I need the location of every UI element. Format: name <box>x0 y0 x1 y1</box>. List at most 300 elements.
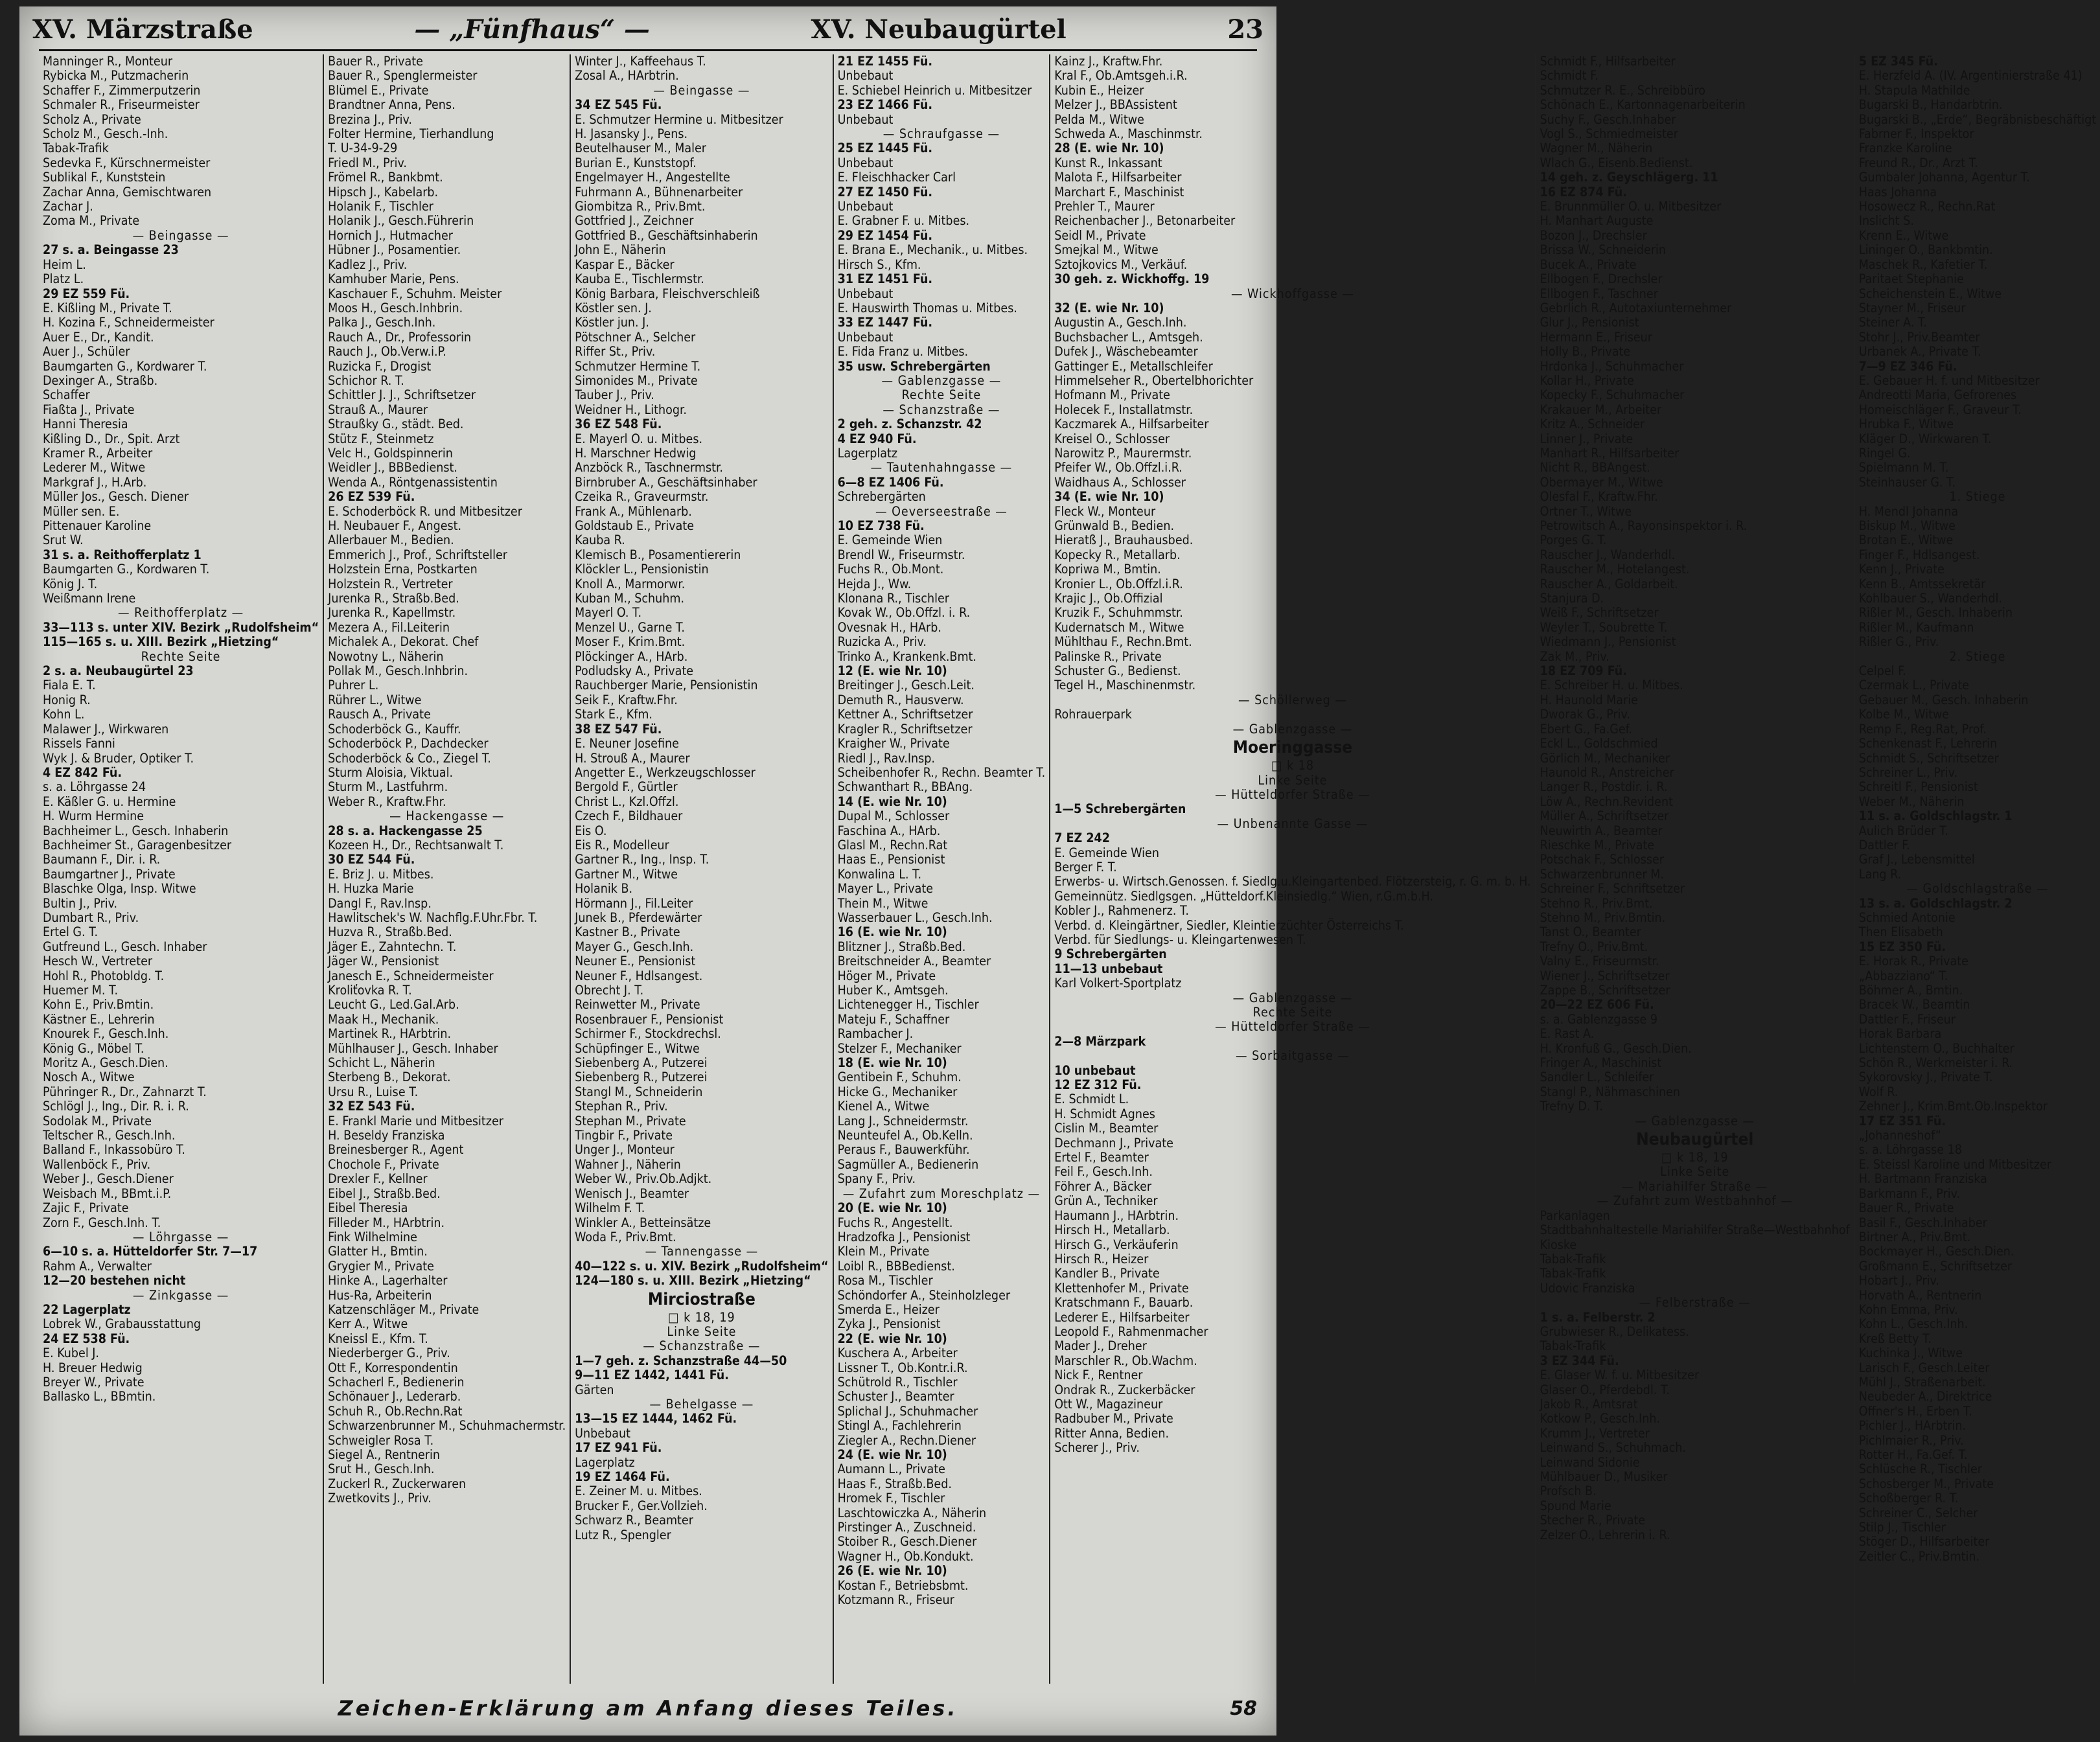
directory-entry: Spund Marie <box>1540 1498 1611 1513</box>
directory-entry: 12 EZ 312 Fü. <box>1054 1077 1142 1093</box>
directory-entry: — Zinkgasse — <box>132 1287 229 1303</box>
directory-entry: Schreitl F., Pensionist <box>1858 779 1978 795</box>
directory-entry: Bauer R., Spenglermeister <box>328 68 478 84</box>
directory-entry: Köstler sen. J. <box>575 300 652 315</box>
directory-entry: Konwalina L. T. <box>837 866 922 882</box>
directory-entry: Neubaugürtel <box>1636 1130 1754 1150</box>
directory-entry: Scheibenhofer R., Rechn. Beamter T. <box>837 764 1046 780</box>
directory-entry: Nosch A., Witwe <box>43 1070 135 1085</box>
directory-entry: Mayerl O. T. <box>575 605 642 621</box>
directory-entry: Weiß F., Schriftsetzer <box>1540 605 1659 621</box>
directory-entry: Schönauer J., Lederarb. <box>328 1389 461 1404</box>
directory-entry: Schüpfinger E., Witwe <box>575 1040 700 1056</box>
directory-entry: Schacherl F., Bedienerin <box>328 1374 465 1390</box>
directory-entry: Bockmayer H., Gesch.Dien. <box>1858 1244 2014 1259</box>
directory-entry: 35 usw. Schrebergärten <box>837 358 991 374</box>
page-number: 23 <box>1227 14 1263 45</box>
directory-entry: E. Kißling M., Private T. <box>43 300 172 315</box>
directory-entry: Manhart R., Hilfsarbeiter <box>1540 445 1679 461</box>
directory-entry: Pichlmaier R., Priv. <box>1858 1432 1964 1448</box>
directory-entry: Hofmann M., Private <box>1054 387 1170 403</box>
directory-entry: Rechte Seite <box>901 387 982 403</box>
directory-entry: Spielmann M. T. <box>1858 460 1949 476</box>
directory-entry: Kral F., Ob.Amtsgeh.i.R. <box>1054 68 1188 84</box>
directory-entry: Haas E., Pensionist <box>837 852 945 867</box>
directory-entry: Stehno M., Priv.Bmtin. <box>1540 910 1666 925</box>
directory-entry: E. Frankl Marie und Mitbesitzer <box>328 1113 503 1129</box>
directory-entry: Dworak G., Priv. <box>1540 707 1630 722</box>
header-left: XV. Märzstraße <box>32 14 253 45</box>
directory-entry: Stangl P., Nähmaschinen <box>1540 1084 1681 1099</box>
directory-entry: Huemer M. T. <box>43 983 119 998</box>
directory-entry: Biskup M., Witwe <box>1858 518 1956 533</box>
directory-entry: Bauer R., Private <box>1858 1200 1954 1216</box>
directory-entry: Holzstein R., Vertreter <box>328 576 453 591</box>
directory-entry: Blümel E., Private <box>328 82 429 98</box>
directory-entry: 4 EZ 842 Fü. <box>43 764 122 780</box>
directory-entry: — Tautenhahngasse — <box>870 460 1013 476</box>
directory-entry: Schweigler Rosa T. <box>328 1432 434 1448</box>
directory-entry: Mayer L., Private <box>837 881 934 897</box>
directory-entry: 4 EZ 940 Fü. <box>837 431 917 446</box>
directory-entry: Emmerich J., Prof., Schriftsteller <box>328 547 507 562</box>
directory-entry: Franzke Karoline <box>1858 141 1952 156</box>
directory-entry: Manninger R., Monteur <box>43 54 173 69</box>
directory-entry: Kandler B., Private <box>1054 1266 1160 1281</box>
directory-columns <box>39 54 2097 1684</box>
directory-entry: Olesfal F., Kraftw.Fhr. <box>1540 489 1658 505</box>
directory-entry: Allerbauer M., Bedien. <box>328 533 454 548</box>
directory-entry: Schuh R., Ob.Rechn.Rat <box>328 1403 463 1419</box>
directory-entry: Zeitler C., Priv.Bmtin. <box>1858 1548 1980 1564</box>
directory-entry: E. Horak R., Private <box>1858 954 1968 969</box>
directory-entry: John E., Näherin <box>575 242 666 258</box>
directory-entry: Holanik B. <box>575 881 633 897</box>
directory-entry: Kramer R., Arbeiter <box>43 445 153 461</box>
directory-entry: Kaschauer F., Schuhm. Meister <box>328 286 502 301</box>
directory-entry: Unbebaut <box>837 329 894 345</box>
directory-entry: Zoma M., Private <box>43 213 140 229</box>
directory-entry: E. Schmutzer Hermine u. Mitbesitzer <box>575 111 783 127</box>
directory-entry: Klein M., Private <box>837 1244 930 1259</box>
directory-entry: Simonides M., Private <box>575 372 698 388</box>
directory-entry: 24 EZ 538 Fü. <box>43 1331 130 1346</box>
directory-entry: Weber M., Näherin <box>1858 794 1965 809</box>
directory-entry: Glatter H., Bmtin. <box>328 1244 428 1259</box>
directory-entry: Löw A., Rechn.Revident <box>1540 794 1673 809</box>
directory-entry: E. Gemeinde Wien <box>837 533 943 548</box>
directory-entry: Dattler F. <box>1858 837 1910 853</box>
directory-entry: Linke Seite <box>1660 1164 1730 1180</box>
directory-entry: 1—5 Schrebergärten <box>1054 801 1186 817</box>
directory-entry: 5 EZ 345 Fü. <box>1858 54 1938 69</box>
directory-entry: Brissa W., Schneiderin <box>1540 242 1667 258</box>
directory-entry: Leinwand S., Schuhmach. <box>1540 1440 1686 1456</box>
directory-entry: Wilhelm F. T. <box>575 1200 645 1216</box>
directory-entry: E. Grabner F. u. Mitbes. <box>837 213 970 229</box>
directory-entry: Seidl M., Private <box>1054 227 1146 243</box>
directory-entry: Kuchinka J., Witwe <box>1858 1346 1963 1361</box>
directory-entry: Schütrold R., Tischler <box>837 1374 958 1390</box>
directory-entry: 25 EZ 1445 Fü. <box>837 141 932 156</box>
directory-entry: Kästner E., Lehrerin <box>43 1011 155 1027</box>
directory-entry: Hermann E., Friseur <box>1540 329 1652 345</box>
directory-entry: 23 EZ 1466 Fü. <box>837 97 932 113</box>
directory-entry: Moritz A., Gesch.Dien. <box>43 1055 168 1071</box>
directory-entry: Weyler T., Soubrette T. <box>1540 619 1668 635</box>
directory-entry: Lininger O., Bankbmtin. <box>1858 242 1993 258</box>
directory-entry: □ k 18, 19 <box>1661 1150 1729 1165</box>
directory-entry: Kamhuber Marie, Pens. <box>328 271 459 287</box>
directory-entry: Stanjura D. <box>1540 591 1604 606</box>
directory-entry: 2 s. a. Neubaugürtel 23 <box>43 663 194 679</box>
directory-entry: 18 (E. wie Nr. 10) <box>837 1055 947 1071</box>
directory-entry: Finger F., Hdlsangest. <box>1858 547 1980 562</box>
directory-entry: 15 EZ 350 Fü. <box>1858 939 1946 954</box>
directory-entry: Mayer G., Gesch.Inh. <box>575 939 694 954</box>
directory-entry: Kadlez J., Priv. <box>328 257 408 272</box>
directory-entry: Heim L. <box>43 257 86 272</box>
directory-entry: Verbd. d. Kleingärtner, Siedler, Kleintierzüchter Österreichs T. <box>1054 917 1404 933</box>
directory-entry: Scheichenstein E., Witwe <box>1858 286 2002 301</box>
directory-entry: H. Kozina F., Schneidermeister <box>43 315 214 330</box>
directory-entry: 20 (E. wie Nr. 10) <box>837 1200 947 1216</box>
directory-entry: Srut W. <box>43 533 84 548</box>
directory-entry: 20—22 EZ 606 Fü. <box>1540 997 1654 1013</box>
directory-entry: Maak H., Mechanik. <box>328 1011 439 1027</box>
directory-entry: Schichor R. T. <box>328 372 404 388</box>
directory-entry: Czech F., Bildhauer <box>575 808 683 824</box>
directory-entry: Böhmer A., Bmtin. <box>1858 983 1963 998</box>
directory-entry: Obrecht J. T. <box>575 983 644 998</box>
directory-entry: Holly B., Private <box>1540 344 1631 360</box>
header-rule <box>39 49 1257 51</box>
directory-entry: Haunold R., Anstreicher <box>1540 764 1674 780</box>
directory-entry: 33 EZ 1447 Fü. <box>837 315 932 330</box>
directory-entry: 9—11 EZ 1442, 1441 Fü. <box>575 1368 729 1383</box>
directory-entry: Auer J., Schüler <box>43 344 130 360</box>
directory-entry: Bauer R., Private <box>328 54 423 69</box>
directory-entry: Sagmüller A., Bedienerin <box>837 1156 979 1172</box>
directory-entry: Michalek A., Dekorat. Chef <box>328 634 479 650</box>
directory-entry: Inslicht S. <box>1858 213 1914 229</box>
directory-entry: Brucker F., Ger.Vollzieh. <box>575 1498 708 1513</box>
directory-entry: — Beingasse — <box>653 82 750 98</box>
directory-entry: 28 (E. wie Nr. 10) <box>1054 141 1164 156</box>
directory-entry: Langer R., Postdir. i. R. <box>1540 779 1668 795</box>
directory-entry: Stingl A., Fachlehrerin <box>837 1418 962 1434</box>
directory-entry: Linke Seite <box>667 1324 737 1339</box>
directory-entry: H. Huzka Marie <box>328 881 414 897</box>
directory-entry: Siegel A., Rentnerin <box>328 1447 440 1462</box>
directory-entry: Nicht R., BBAngest. <box>1540 460 1650 476</box>
directory-entry: Trefny O., Priv.Bmt. <box>1540 939 1648 954</box>
directory-entry: Wallenböck F., Priv. <box>43 1156 151 1172</box>
directory-entry: Sodolak M., Private <box>43 1113 152 1129</box>
directory-entry: H. Stapula Mathilde <box>1858 82 1970 98</box>
directory-entry: 11—13 unbebaut <box>1054 961 1163 976</box>
directory-entry: Laschtowiczka A., Näherin <box>837 1505 987 1520</box>
directory-entry: H. Neubauer F., Angest. <box>328 518 462 533</box>
directory-entry: Wolf R. <box>1858 1084 1898 1099</box>
directory-entry: Schmied Antonie <box>1858 910 1956 925</box>
directory-entry: 9 Schrebergärten <box>1054 946 1167 962</box>
directory-entry: Pfeifer W., Ob.Offzl.i.R. <box>1054 460 1183 476</box>
directory-entry: 16 (E. wie Nr. 10) <box>837 924 947 940</box>
directory-entry: Unbebaut <box>837 68 894 84</box>
directory-entry: Christ L., Kzl.Offzl. <box>575 794 679 809</box>
directory-entry: Cislin M., Beamter <box>1054 1121 1159 1136</box>
directory-entry: Maschek R., Kafetier T. <box>1858 257 1988 272</box>
directory-entry: Balland F., Inkassobüro T. <box>43 1142 185 1158</box>
directory-entry: Ellbogen F., Drechsler <box>1540 271 1663 287</box>
directory-entry: Menzel U., Garne T. <box>575 619 685 635</box>
directory-entry: 32 EZ 543 Fü. <box>328 1099 415 1114</box>
directory-entry: Hirsch S., Kfm. <box>837 257 921 272</box>
directory-entry: — Oeverseestraße — <box>875 503 1008 519</box>
directory-entry: 2. Stiege <box>1949 648 2006 664</box>
directory-entry: Ringel G. <box>1858 445 1911 461</box>
directory-entry: 6—10 s. a. Hütteldorfer Str. 7—17 <box>43 1244 258 1259</box>
directory-entry: H. Kronfuß G., Gesch.Dien. <box>1540 1040 1692 1056</box>
directory-entry: s. a. Löhrgasse 24 <box>43 779 146 795</box>
directory-entry: Sedevka F., Kürschnermeister <box>43 155 211 170</box>
directory-entry: Unbebaut <box>837 111 894 127</box>
directory-entry: Hrubka F., Witwe <box>1858 417 1954 432</box>
directory-entry: — Behelgasse — <box>649 1396 754 1412</box>
directory-entry: Schwarzenbrunner M., Schuhmachermstr. <box>328 1418 566 1434</box>
directory-entry: Stephan R., Priv. <box>575 1099 668 1114</box>
directory-entry: Ebert G., Fa.Gef. <box>1540 721 1632 737</box>
directory-entry: Kudernatsch M., Witwe <box>1054 619 1184 635</box>
directory-entry: Honig R. <box>43 692 91 707</box>
directory-entry: Rechte Seite <box>1252 1005 1333 1020</box>
directory-entry: 29 EZ 559 Fü. <box>43 286 130 301</box>
directory-entry: Stütz F., Steinmetz <box>328 431 434 446</box>
directory-entry: Katzenschläger M., Private <box>328 1301 479 1317</box>
directory-entry: Stecher R., Private <box>1540 1513 1646 1528</box>
directory-entry: Riffer St., Priv. <box>575 344 656 360</box>
directory-entry: Stangl M., Schneiderin <box>575 1084 703 1099</box>
directory-entry: Hrdonka J., Schuhmacher <box>1540 358 1684 374</box>
directory-entry: Haas Johanna <box>1858 184 1937 200</box>
directory-entry: Graf J., Lebensmittel <box>1858 852 1975 867</box>
directory-entry: Radbuber M., Private <box>1054 1411 1173 1427</box>
directory-entry: Woda F., Priv.Bmt. <box>575 1229 676 1244</box>
directory-entry: Ziegler A., Rechn.Diener <box>837 1432 976 1448</box>
directory-entry: Weißmann Irene <box>43 591 136 606</box>
directory-entry: Zuckerl R., Zuckerwaren <box>328 1476 467 1491</box>
directory-entry: — Hütteldorfer Straße — <box>1215 786 1370 802</box>
directory-entry: Brandtner Anna, Pens. <box>328 97 456 113</box>
directory-entry: Rechte Seite <box>141 648 221 664</box>
directory-entry: 17 EZ 351 Fü. <box>1858 1113 1946 1129</box>
directory-entry: 30 geh. z. Wickhoffg. 19 <box>1054 271 1210 287</box>
directory-entry: Ondrak R., Zuckerbäcker <box>1054 1382 1195 1397</box>
directory-entry: Reichenbacher J., Betonarbeiter <box>1054 213 1236 229</box>
directory-entry: Porges G. T. <box>1540 533 1607 548</box>
directory-entry: 115—165 s. u. XIII. Bezirk „Hietzing“ <box>43 634 279 650</box>
directory-entry: 14 geh. z. Geyschlägerg. 11 <box>1540 170 1718 185</box>
directory-entry: 13 s. a. Goldschlagstr. 2 <box>1858 895 2013 911</box>
directory-entry: E. Fida Franz u. Mitbes. <box>837 344 969 360</box>
directory-entry: Krajic J., Ob.Offizial <box>1054 591 1163 606</box>
directory-entry: Bergold F., Gürtler <box>575 779 678 795</box>
directory-entry: Rauchberger Marie, Pensionistin <box>575 678 758 693</box>
directory-entry: Wahner J., Näherin <box>575 1156 681 1172</box>
directory-entry: E. Rast A. <box>1540 1026 1595 1042</box>
directory-entry: □ k 18, 19 <box>668 1309 735 1325</box>
directory-entry: Rahm A., Verwalter <box>43 1258 152 1274</box>
directory-entry: Bracek W., Beamtin <box>1858 997 1970 1013</box>
directory-entry: Auer E., Dr., Kandit. <box>43 329 154 345</box>
directory-entry: Vogl S., Schmiedmeister <box>1540 126 1678 142</box>
directory-entry: Schönach E., Kartonnagenarbeiterin <box>1540 97 1746 113</box>
directory-entry: Tabak-Trafik <box>1540 1266 1606 1281</box>
directory-entry: Andreotti Maria, Gefrorenes <box>1858 387 2017 403</box>
directory-entry: Czeika R., Graveurmstr. <box>575 489 709 505</box>
directory-entry: Hesch W., Vertreter <box>43 954 153 969</box>
directory-entry: Stohr J., Priv.Beamter <box>1858 329 1980 345</box>
directory-entry: Janesch E., Schneidermeister <box>328 968 494 983</box>
running-header <box>32 10 1263 48</box>
directory-entry: H. Jasansky J., Pens. <box>575 126 688 142</box>
directory-entry: Pichler J., HArbtrin. <box>1858 1418 1967 1434</box>
directory-entry: Schreiner L., Priv. <box>1858 764 1958 780</box>
directory-entry: Kuban M., Schuhm. <box>575 591 685 606</box>
directory-entry: Stelzer F., Mechaniker <box>837 1040 962 1056</box>
directory-entry: Buchsbacher L., Amtsgeh. <box>1054 329 1203 345</box>
directory-entry: 22 Lagerplatz <box>43 1301 131 1317</box>
directory-entry: E. Glaser W. f. u. Mitbesitzer <box>1540 1368 1700 1383</box>
directory-entry: Rißler G., Priv. <box>1858 634 1939 650</box>
directory-entry: Zajic F., Private <box>43 1200 129 1216</box>
directory-entry: 7—9 EZ 346 Fü. <box>1858 358 1957 374</box>
directory-entry: H. Wurm Hermine <box>43 808 144 824</box>
directory-entry: Kotkow P., Gesch.Inh. <box>1540 1411 1661 1427</box>
directory-entry: E. Fleischhacker Carl <box>837 170 956 185</box>
directory-entry: 13—15 EZ 1444, 1462 Fü. <box>575 1411 737 1427</box>
directory-entry: E. Hauswirth Thomas u. Mitbes. <box>837 300 1017 315</box>
directory-entry: Beutelhauser M., Maler <box>575 141 706 156</box>
directory-entry: Leucht G., Led.Gal.Arb. <box>328 997 459 1013</box>
directory-entry: Schreiner C., Selcher <box>1858 1505 1978 1520</box>
directory-entry: König Barbara, Fleischverschleiß <box>575 286 760 301</box>
directory-entry: Hicke G., Mechaniker <box>837 1084 958 1099</box>
directory-entry: s. a. Gablenzgasse 9 <box>1540 1011 1658 1027</box>
directory-entry: Kozeen H., Dr., Rechtsanwalt T. <box>328 837 504 853</box>
directory-entry: Grünwald B., Bedien. <box>1054 518 1175 533</box>
directory-entry: Plöckinger A., HArb. <box>575 648 688 664</box>
directory-entry: Rieschke M., Private <box>1540 837 1655 853</box>
directory-entry: Seik F., Kraftw.Fhr. <box>575 692 678 707</box>
directory-entry: Peraus F., Bauwerkführ. <box>837 1142 970 1158</box>
directory-entry: Tanst O., Beamter <box>1540 924 1641 940</box>
directory-entry: Glur J., Pensionist <box>1540 315 1639 330</box>
directory-entry: Leinwand Sidonie <box>1540 1454 1640 1470</box>
directory-entry: Blaschke Olga, Insp. Witwe <box>43 881 196 897</box>
directory-entry: E. Gebauer H. f. und Mitbesitzer <box>1858 372 2040 388</box>
directory-entry: Sturm M., Lastfuhrm. <box>328 779 448 795</box>
directory-entry: — Goldschlagstraße — <box>1906 881 2049 897</box>
directory-entry: Eckl L., Goldschmied <box>1540 736 1658 751</box>
directory-entry: Marschler R., Ob.Wachm. <box>1054 1353 1197 1368</box>
directory-entry: Föhrer A., Bäcker <box>1054 1178 1152 1194</box>
directory-entry: Then Elisabeth <box>1858 924 1943 940</box>
directory-entry: — Löhrgasse — <box>132 1229 229 1244</box>
directory-entry: Müller sen. E. <box>43 503 120 519</box>
directory-entry: Scholz A., Private <box>43 111 141 127</box>
directory-entry: Jurenka R., Kapellmstr. <box>328 605 456 621</box>
directory-entry: 10 EZ 738 Fü. <box>837 518 925 533</box>
directory-entry: Schuster J., Beamter <box>837 1389 954 1404</box>
directory-entry: Pötschner A., Selcher <box>575 329 696 345</box>
directory-entry: Glasl M., Rechn.Rat <box>837 837 948 853</box>
directory-entry: Rambacher J. <box>837 1026 914 1042</box>
column-6 <box>1535 54 1854 1684</box>
directory-entry: Zosal A., HArbtrin. <box>575 68 679 84</box>
directory-entry: Lang R. <box>1858 866 1902 882</box>
directory-entry: Niederberger G., Priv. <box>328 1346 450 1361</box>
directory-entry: Schwarz R., Beamter <box>575 1513 693 1528</box>
directory-entry: E. Briz J. u. Mitbes. <box>328 866 434 882</box>
directory-entry: Frank A., Mühlenarb. <box>575 503 692 519</box>
directory-entry: Unbebaut <box>575 1425 630 1441</box>
directory-entry: Schlüsche R., Tischler <box>1858 1461 1982 1477</box>
directory-entry: Schöndorfer A., Steinholzleger <box>837 1287 1011 1303</box>
directory-entry: Schmidt F., Hilfsarbeiter <box>1540 54 1676 69</box>
column-3 <box>570 54 832 1684</box>
directory-entry: H. Schmidt Agnes <box>1054 1106 1155 1121</box>
directory-entry: Bachheimer St., Garagenbesitzer <box>43 837 232 853</box>
directory-entry: Hus-Ra, Arbeiterin <box>328 1287 432 1303</box>
directory-entry: 124—180 s. u. XIII. Bezirk „Hietzing“ <box>575 1273 811 1289</box>
directory-entry: Lichtenstern O., Buchhalter <box>1858 1040 2014 1056</box>
directory-entry: Huber K., Amtsgeh. <box>837 983 949 998</box>
directory-entry: Sterbeng B., Dekorat. <box>328 1070 451 1085</box>
directory-entry: Aumann L., Private <box>837 1461 945 1477</box>
directory-entry: 38 EZ 547 Fü. <box>575 721 662 737</box>
directory-entry: 31 s. a. Reithofferplatz 1 <box>43 547 202 562</box>
directory-entry: Faschina A., HArb. <box>837 823 941 838</box>
directory-entry: Kerr A., Witwe <box>328 1316 408 1332</box>
directory-entry: Urbanek A., Private T. <box>1858 344 1981 360</box>
directory-entry: Weidler J., BBBedienst. <box>328 460 457 476</box>
directory-entry: Schmidt F. <box>1540 68 1598 84</box>
directory-entry: Hirsch H., Metallarb. <box>1054 1222 1170 1238</box>
directory-entry: Folter Hermine, Tierhandlung <box>328 126 494 142</box>
directory-entry: Schoderböck G., Kauffr. <box>328 721 461 737</box>
directory-entry: Marchart F., Maschinist <box>1054 184 1184 200</box>
directory-entry: Unger J., Monteur <box>575 1142 675 1158</box>
directory-entry: Görlich M., Mechaniker <box>1540 750 1670 766</box>
directory-entry: Gebrlich R., Autotaxiunternehmer <box>1540 300 1732 315</box>
header-center: — „Fünfhaus“ — <box>414 14 650 45</box>
directory-entry: — Gablenzgasse — <box>1232 990 1353 1005</box>
directory-entry: Hörmann J., Fil.Leiter <box>575 895 693 911</box>
directory-entry: E. Herzfeld A. (IV. Argentinierstraße 41) <box>1858 68 2083 84</box>
directory-entry: Horvath A., Rentnerin <box>1858 1287 1982 1303</box>
directory-entry: 7 EZ 242 <box>1054 831 1110 846</box>
directory-entry: Wiener J., Schriftsetzer <box>1540 968 1670 983</box>
directory-entry: Angetter E., Werkzeugschlosser <box>575 764 756 780</box>
directory-entry: Moser F., Krim.Bmt. <box>575 634 686 650</box>
directory-entry: — Beingasse — <box>132 227 229 243</box>
directory-entry: — Hackengasse — <box>389 808 505 824</box>
directory-entry: Mühl J., Straßenarbeit. <box>1858 1374 1986 1390</box>
directory-entry: E. Brana E., Mechanik., u. Mitbes. <box>837 242 1028 258</box>
directory-entry: Weber R., Kraftw.Fhr. <box>328 794 446 809</box>
